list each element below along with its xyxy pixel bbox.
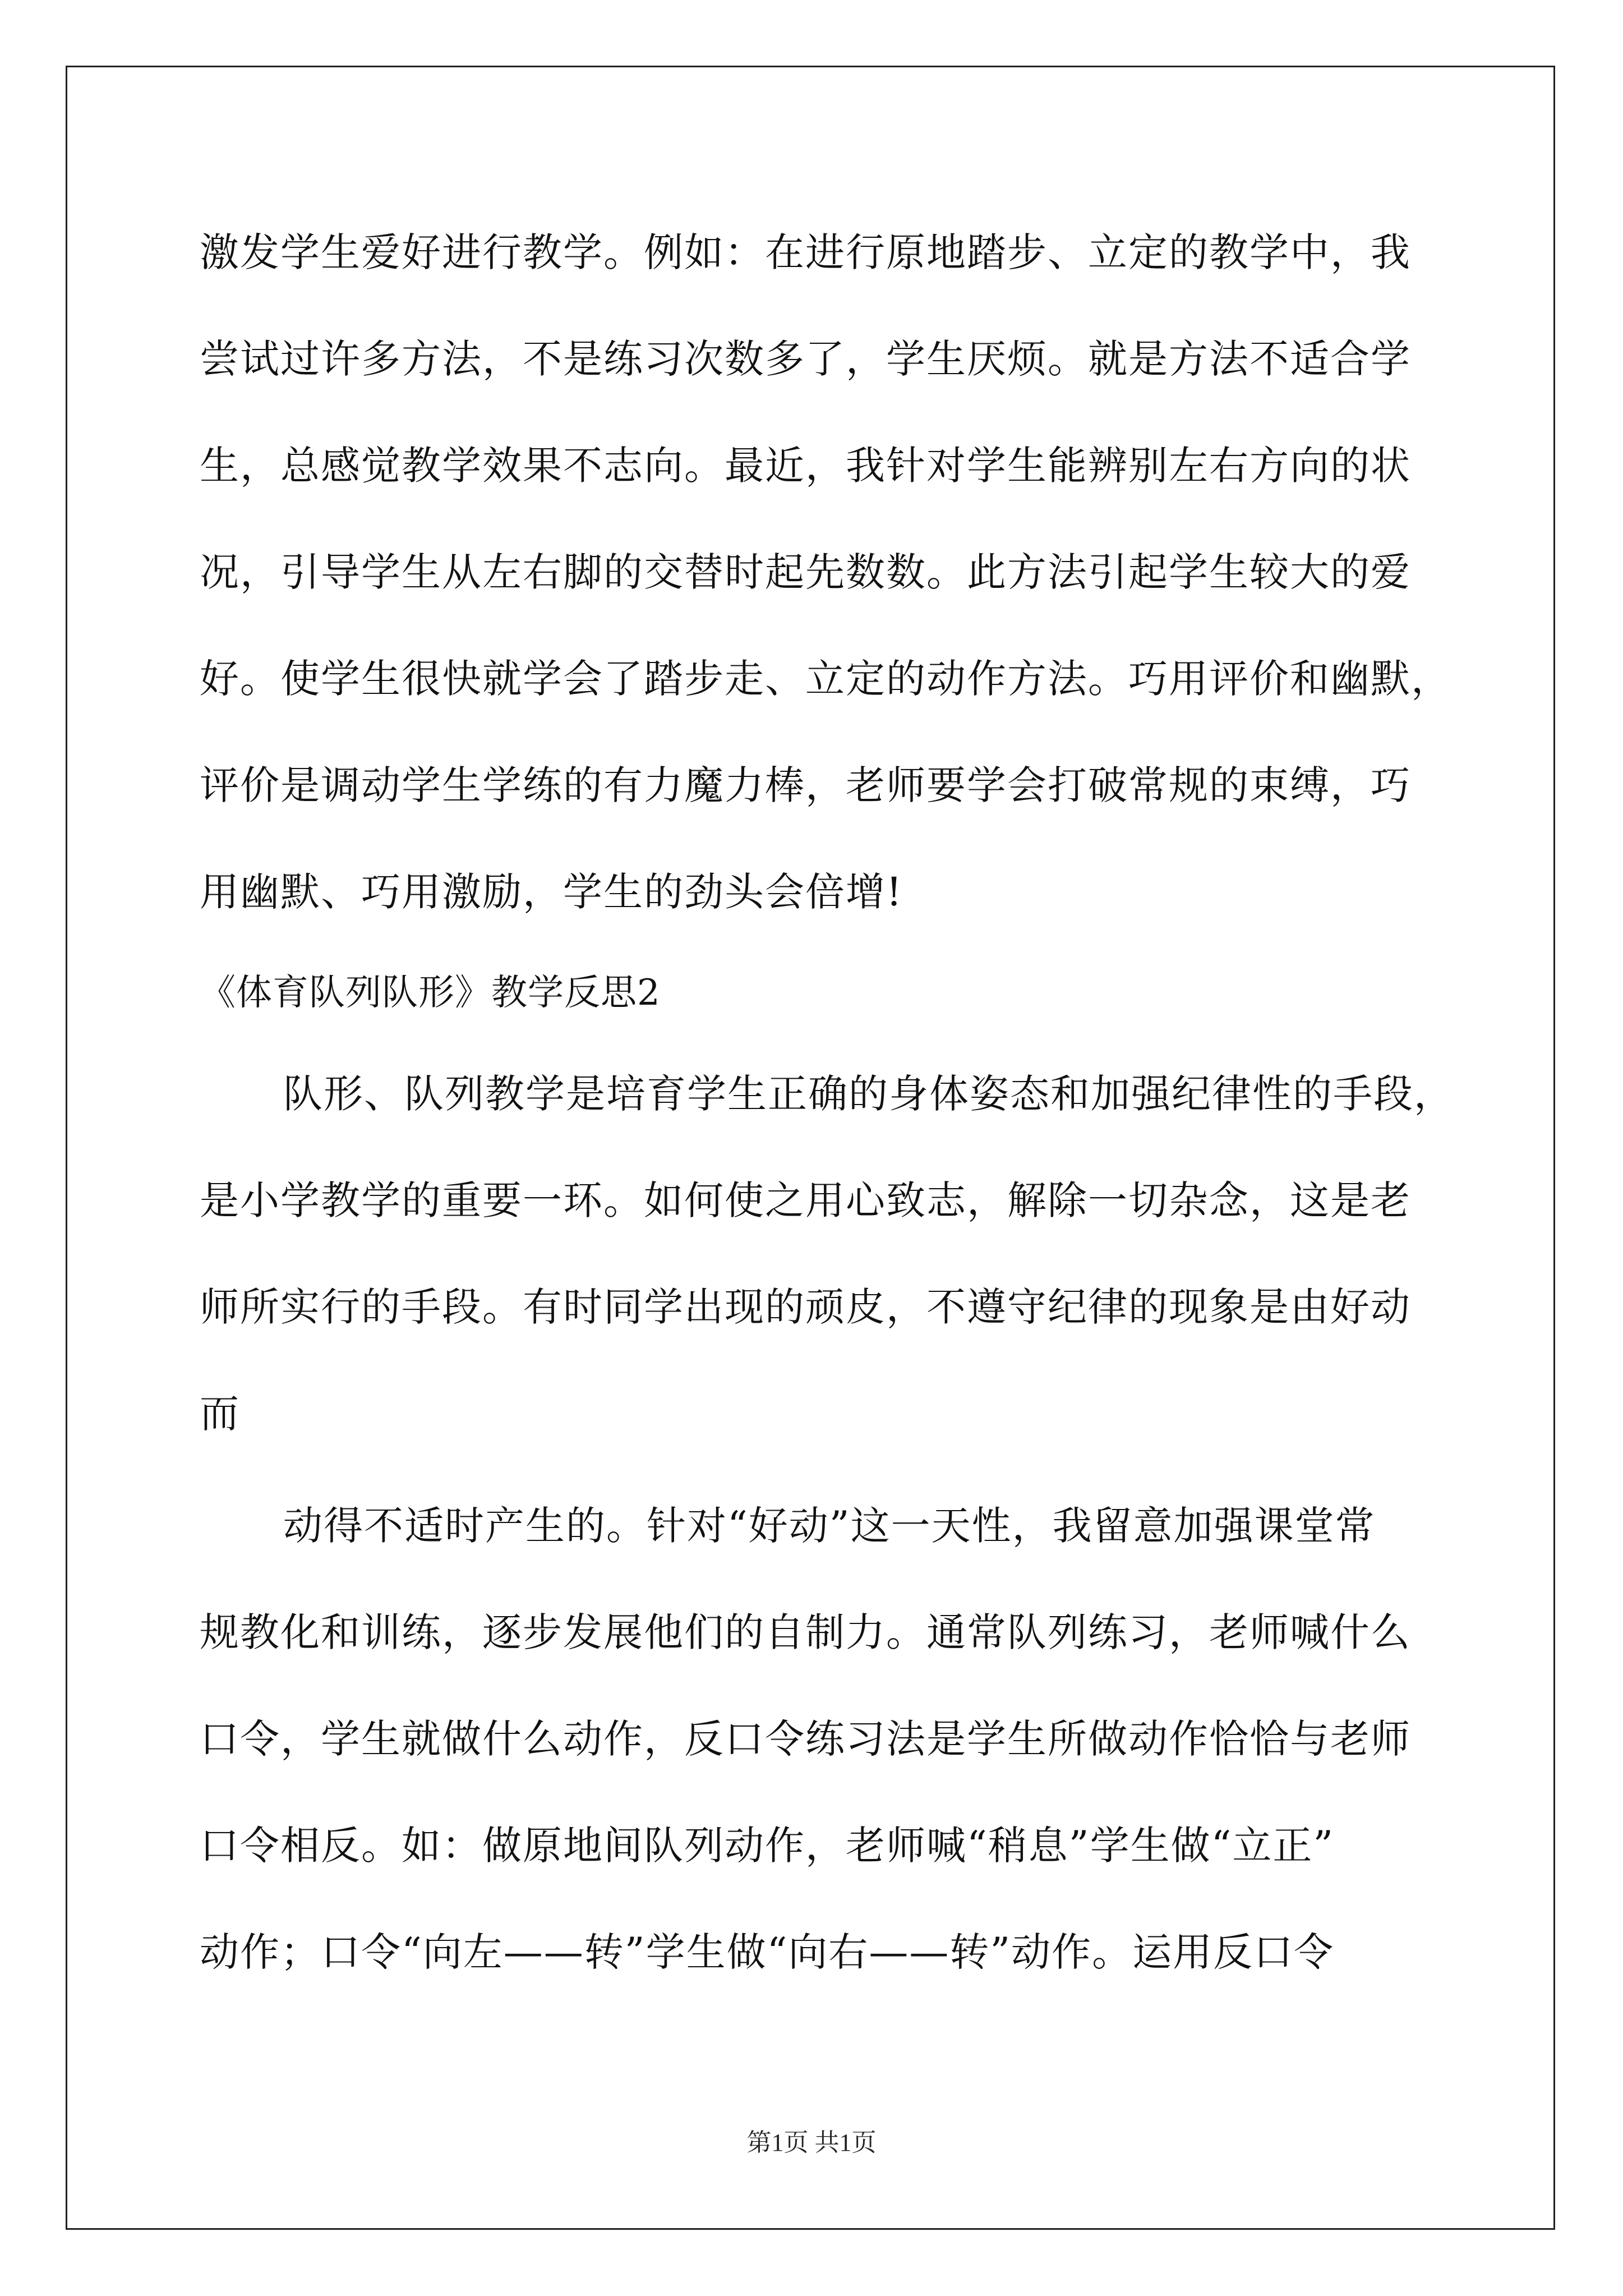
paragraph-2-line-3: 师所实行的手段。有时同学出现的顽皮，不遵守纪律的现象是由好动 [200,1284,1411,1330]
paragraph-1-line-5: 好。使学生很快就学会了踏步走、立定的动作方法。巧用评价和幽默， [200,656,1451,702]
paragraph-1-line-2: 尝试过许多方法，不是练习次数多了，学生厌烦。就是方法不适合学 [200,336,1411,382]
paragraph-1-line-6: 评价是调动学生学练的有力魔力棒，老师要学会打破常规的束缚，巧 [200,762,1411,808]
paragraph-3-line-4: 口令相反。如：做原地间队列动作，老师喊“稍息”学生做“立正” [200,1823,1335,1869]
paragraph-2-line-4: 而 [200,1391,240,1437]
page-number-footer: 第1页 共1页 [746,2129,877,2156]
paragraph-1-line-7: 用幽默、巧用激励，学生的劲头会倍增! [200,869,903,915]
paragraph-1-line-1: 激发学生爱好进行教学。例如：在进行原地踏步、立定的教学中，我 [200,229,1411,275]
paragraph-3-line-5: 动作；口令“向左——转”学生做“向右——转”动作。运用反口令 [200,1929,1335,1975]
paragraph-3-line-3: 口令，学生就做什么动作，反口令练习法是学生所做动作恰恰与老师 [200,1716,1411,1762]
paragraph-2-line-2: 是小学教学的重要一环。如何使之用心致志，解除一切杂念，这是老 [200,1177,1411,1223]
paragraph-1-line-3: 生，总感觉教学效果不志向。最近，我针对学生能辨别左右方向的状 [200,443,1411,489]
section-title: 《体育队列队形》教学反思2 [200,972,661,1014]
paragraph-3-line-1: 动得不适时产生的。针对“好动”这一天性，我留意加强课堂常 [283,1503,1376,1549]
paragraph-3-line-2: 规教化和训练，逐步发展他们的自制力。通常队列练习，老师喊什么 [200,1609,1411,1655]
paragraph-2-line-1: 队形、队列教学是培育学生正确的身体姿态和加强纪律性的手段， [283,1071,1454,1117]
page-border [66,66,1555,2230]
paragraph-1-line-4: 况，引导学生从左右脚的交替时起先数数。此方法引起学生较大的爱 [200,549,1411,595]
